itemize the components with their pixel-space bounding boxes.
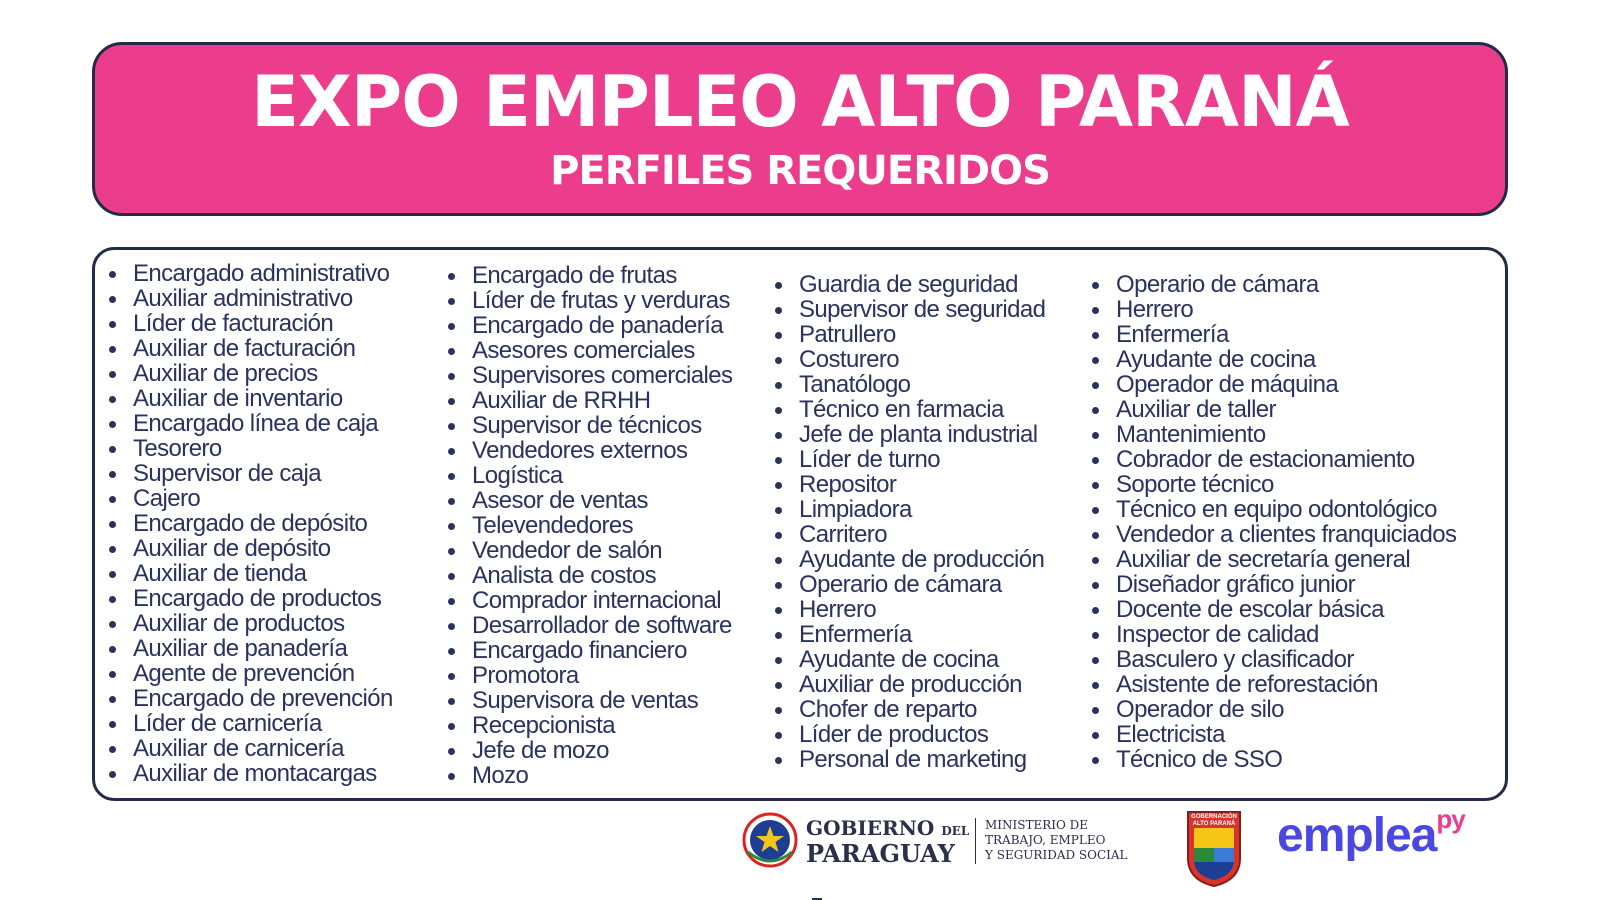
profiles-column-3 (775, 272, 1045, 772)
profile-item: Jefe de mozo (448, 738, 732, 763)
profile-item: Técnico de SSO (1092, 747, 1456, 772)
profile-item: Personal de marketing (775, 747, 1045, 772)
profile-item: Mozo (448, 763, 732, 788)
profile-item: Vendedores externos (448, 438, 732, 463)
emplea-logo (1277, 804, 1465, 863)
profile-item: Jefe de planta industrial (775, 422, 1045, 447)
profile-item: Técnico en farmacia (775, 397, 1045, 422)
profile-item: Enfermería (775, 622, 1045, 647)
ministry-line-1: MINISTERIO DE (985, 818, 1089, 832)
profile-item: Auxiliar de RRHH (448, 388, 732, 413)
profile-item: Guardia de seguridad (775, 272, 1045, 297)
profiles-column-4 (1092, 272, 1456, 772)
profile-item: Promotora (448, 663, 732, 688)
profile-item: Auxiliar de taller (1092, 397, 1456, 422)
ministry-line-2: TRABAJO, EMPLEO (985, 833, 1106, 847)
profile-item: Asesores comerciales (448, 338, 732, 363)
emplea-suffix: py (1436, 804, 1465, 834)
profile-item: Auxiliar de producción (775, 672, 1045, 697)
profiles-panel (92, 247, 1508, 801)
profile-item: Auxiliar de montacargas (109, 761, 393, 786)
profile-item: Auxiliar de tienda (109, 561, 393, 586)
profile-item: Operario de cámara (775, 572, 1045, 597)
profile-item: Agente de prevención (109, 661, 393, 686)
profile-item: Encargado de panadería (448, 313, 732, 338)
profile-item: Inspector de calidad (1092, 622, 1456, 647)
profile-item: Herrero (775, 597, 1045, 622)
profile-item: Docente de escolar básica (1092, 597, 1456, 622)
profile-item: Ayudante de cocina (775, 647, 1045, 672)
profile-item: Supervisor de técnicos (448, 413, 732, 438)
profile-item: Auxiliar de panadería (109, 636, 393, 661)
profile-item: Auxiliar de precios (109, 361, 393, 386)
profile-item: Encargado financiero (448, 638, 732, 663)
profile-item: Soporte técnico (1092, 472, 1456, 497)
profile-item: Auxiliar de facturación (109, 336, 393, 361)
government-logo-text (806, 818, 969, 867)
profile-item: Auxiliar administrativo (109, 286, 393, 311)
profile-item: Operador de silo (1092, 697, 1456, 722)
profile-item: Costurero (775, 347, 1045, 372)
profile-item: Cobrador de estacionamiento (1092, 447, 1456, 472)
profile-item: Vendedor a clientes franquiciados (1092, 522, 1456, 547)
profile-item: Supervisor de seguridad (775, 297, 1045, 322)
profile-item: Asistente de reforestación (1092, 672, 1456, 697)
profile-item: Vendedor de salón (448, 538, 732, 563)
profile-item: Líder de facturación (109, 311, 393, 336)
page-subtitle: PERFILES REQUERIDOS (550, 148, 1050, 194)
government-seal-icon (742, 812, 798, 868)
emplea-wordmark: emplea (1277, 809, 1437, 862)
profile-item: Electricista (1092, 722, 1456, 747)
profile-item: Auxiliar de carnicería (109, 736, 393, 761)
logo-divider (975, 818, 976, 864)
profile-item: Herrero (1092, 297, 1456, 322)
profile-item: Basculero y clasificador (1092, 647, 1456, 672)
profile-item: Tanatólogo (775, 372, 1045, 397)
profile-item: Comprador internacional (448, 588, 732, 613)
profile-item: Líder de productos (775, 722, 1045, 747)
profile-item: Logística (448, 463, 732, 488)
profile-item: Ayudante de producción (775, 547, 1045, 572)
profile-item: Supervisor de caja (109, 461, 393, 486)
profiles-column-1 (109, 261, 393, 786)
profile-item: Encargado de prevención (109, 686, 393, 711)
profile-item: Recepcionista (448, 713, 732, 738)
ministry-text (985, 818, 1128, 863)
gov-line-1: GOBIERNO (806, 816, 935, 840)
profile-item: Encargado línea de caja (109, 411, 393, 436)
profile-item: Encargado administrativo (109, 261, 393, 286)
shield-label: GOBERNACIÓN ALTO PARANÁ (1191, 814, 1237, 827)
profile-item: Tesorero (109, 436, 393, 461)
gov-del: DEL (941, 824, 970, 838)
profile-item: Líder de frutas y verduras (448, 288, 732, 313)
profile-item: Auxiliar de inventario (109, 386, 393, 411)
profile-item: Encargado de frutas (448, 263, 732, 288)
profile-item: Cajero (109, 486, 393, 511)
profile-item: Supervisores comerciales (448, 363, 732, 388)
profile-item: Líder de carnicería (109, 711, 393, 736)
profile-item: Operador de máquina (1092, 372, 1456, 397)
profile-item: Ayudante de cocina (1092, 347, 1456, 372)
profile-item: Encargado de productos (109, 586, 393, 611)
profile-item: Líder de turno (775, 447, 1045, 472)
profile-item: Repositor (775, 472, 1045, 497)
profile-item: Desarrollador de software (448, 613, 732, 638)
profile-item: Limpiadora (775, 497, 1045, 522)
gov-line-2: PARAGUAY (806, 839, 955, 868)
footer-logos (0, 800, 1600, 900)
profiles-column-2 (448, 263, 732, 788)
profile-item: Operario de cámara (1092, 272, 1456, 297)
profile-item: Encargado de depósito (109, 511, 393, 536)
profile-item: Chofer de reparto (775, 697, 1045, 722)
profile-item: Técnico en equipo odontológico (1092, 497, 1456, 522)
profile-item: Supervisora de ventas (448, 688, 732, 713)
profile-item: Televendedores (448, 513, 732, 538)
ministry-line-3: Y SEGURIDAD SOCIAL (985, 848, 1128, 862)
profile-item: Enfermería (1092, 322, 1456, 347)
profile-item: Patrullero (775, 322, 1045, 347)
profile-item: Analista de costos (448, 563, 732, 588)
header-banner (92, 42, 1508, 216)
profile-item: Auxiliar de secretaría general (1092, 547, 1456, 572)
profile-item: Carritero (775, 522, 1045, 547)
page-title: EXPO EMPLEO ALTO PARANÁ (251, 61, 1349, 143)
profile-item: Auxiliar de productos (109, 611, 393, 636)
profile-item: Diseñador gráfico junior (1092, 572, 1456, 597)
profile-item: Auxiliar de depósito (109, 536, 393, 561)
profile-item: Asesor de ventas (448, 488, 732, 513)
profile-item: Mantenimiento (1092, 422, 1456, 447)
